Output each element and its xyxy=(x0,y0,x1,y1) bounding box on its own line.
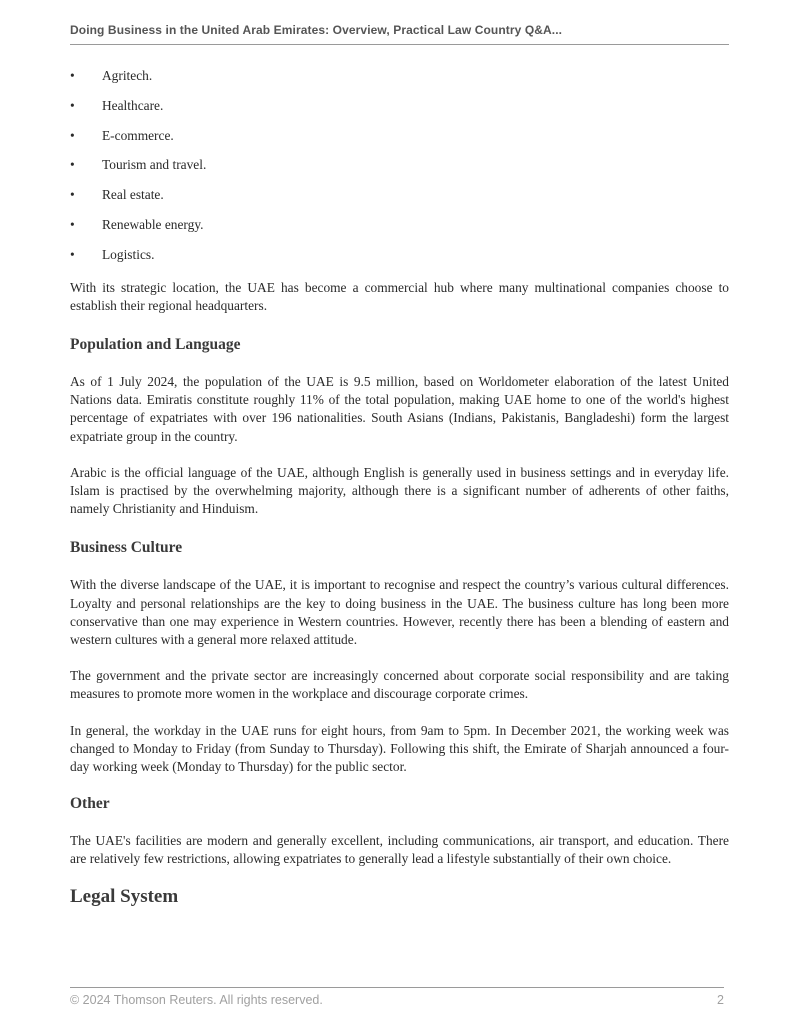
population-paragraph-1: As of 1 July 2024, the population of the UAE is 9.5 million, based on Worldometer elaboration of the latest United Nations data. Emiratis constitute roughly 11% of the total population, making UAE home to one of the world's highest percentage of expatriates with over 196 nationalities. South Asians (Indians, Pakistanis, Bangladeshi) form the largest expatriate group in the country. xyxy=(70,373,729,444)
page-number: 2 xyxy=(717,993,724,1007)
list-item-text: Renewable energy. xyxy=(102,216,204,232)
list-item xyxy=(70,97,729,127)
page-content xyxy=(70,67,729,909)
legal-system-heading: Legal System xyxy=(70,885,179,907)
list-item xyxy=(70,246,729,276)
copyright-text: © 2024 Thomson Reuters. All rights reserved. xyxy=(70,993,323,1007)
bullet-icon: • xyxy=(70,187,75,203)
bullet-icon: • xyxy=(70,157,75,173)
page-header xyxy=(70,22,729,45)
page-footer xyxy=(70,987,724,1008)
list-item-text: Logistics. xyxy=(102,246,155,262)
list-item-text: Real estate. xyxy=(102,187,164,203)
population-heading: Population and Language xyxy=(70,335,241,353)
business-culture-paragraph-1: With the diverse landscape of the UAE, it is important to recognise and respect the country’s various cultural differences. Loyalty and personal relationships are the key to doing business in the UAE. The business culture has long been more conservative than one may experience in Western countries. However, recently there has been a blending of eastern and western cultures with a general more relaxed attitude. xyxy=(70,577,729,648)
sector-list xyxy=(70,67,729,276)
other-paragraph-1: The UAE's facilities are modern and generally excellent, including communications, air transport, and education. There are relatively few restrictions, allowing expatriates to generally lead a lifestyle substantially of their own choice. xyxy=(70,833,729,867)
list-item-text: E-commerce. xyxy=(102,127,174,143)
list-item-text: Healthcare. xyxy=(102,97,164,113)
intro-paragraph: With its strategic location, the UAE has become a commercial hub where many multinational companies choose to establish their regional headquarters. xyxy=(70,279,729,313)
business-culture-paragraph-2: The government and the private sector are increasingly concerned about corporate social responsibility and are taking measures to promote more women in the workplace and discourage corporate crimes. xyxy=(70,668,729,702)
list-item xyxy=(70,186,729,216)
bullet-icon: • xyxy=(70,216,75,232)
list-item xyxy=(70,127,729,157)
business-culture-heading: Business Culture xyxy=(70,539,183,557)
bullet-icon: • xyxy=(70,68,75,83)
business-culture-paragraph-3: In general, the workday in the UAE runs for eight hours, from 9am to 5pm. In December 2021, the working week was changed to Monday to Friday (from Sunday to Thursday). Following this shift, the Emirate of Sharjah announced a four-day working week (Monday to Thursday) for the public sector. xyxy=(70,722,729,775)
document-title: Doing Business in the United Arab Emirates: Overview, Practical Law Country Q&A... xyxy=(70,23,563,37)
bullet-icon: • xyxy=(70,246,75,262)
list-item-text: Agritech. xyxy=(102,68,153,83)
bullet-icon: • xyxy=(70,97,75,113)
list-item xyxy=(70,216,729,246)
bullet-icon: • xyxy=(70,127,75,143)
list-item-text: Tourism and travel. xyxy=(102,157,207,173)
other-heading: Other xyxy=(70,795,110,813)
list-item xyxy=(70,67,729,97)
population-paragraph-2: Arabic is the official language of the UAE, although English is generally used in business settings and in everyday life. Islam is practised by the overwhelming majority, although there is a significant number of adherents of other faiths, namely Christianity and Hinduism. xyxy=(70,464,729,517)
list-item xyxy=(70,156,729,186)
